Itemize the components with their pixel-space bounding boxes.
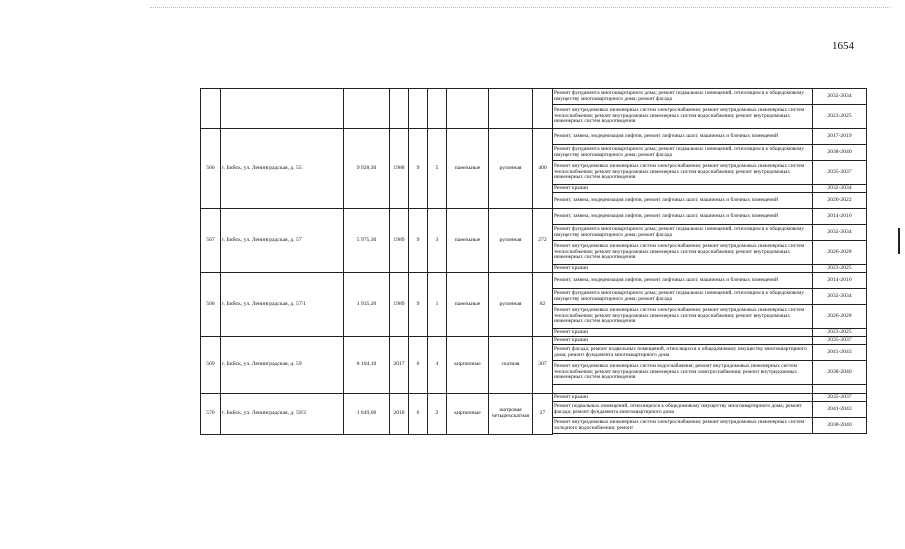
work-years: 2026-2028: [813, 241, 867, 265]
repair-schedule-table: [200, 88, 867, 435]
building-area: 1 935,20: [344, 273, 390, 337]
building-floors: 6: [409, 337, 428, 394]
work-description: Ремонт, замена, модернизация лифтов, ремонт лифтовых шахт, машинных и блочных помещений: [553, 273, 813, 289]
building-year: 1989: [390, 273, 409, 337]
table-row: [201, 337, 867, 345]
work-description: Ремонт крыши: [553, 337, 813, 345]
work-description: Ремонт внутридомовых инженерных систем водоснабжения; ремонт внутридомовых инженерных систем теплоснабжения; ремонт внутридомовых инженерных систем электроснабжения; ремонт внутридомовых инженерных систем водоотведения: [553, 361, 813, 385]
work-description: Ремонт фундамента многоквартирного дома; ремонт подвальных помещений, относящихся к общедомовому имуществу многоквартирного дома; ремонт фасада: [553, 225, 813, 241]
building-area: 8 104,10: [344, 337, 390, 394]
work-description: Ремонт фундамента многоквартирного дома; ремонт подвальных помещений, относящихся к общедомовому имуществу многоквартирного дома; ремонт фасада: [553, 145, 813, 161]
building-year: 1988: [390, 129, 409, 209]
work-description: Ремонт, замена, модернизация лифтов, ремонт лифтовых шахт, машинных и блочных помещений: [553, 209, 813, 225]
table-row: [201, 209, 867, 225]
building-residents: 82: [533, 273, 553, 337]
work-description: Ремонт крыши: [553, 394, 813, 402]
building-floors: 9: [409, 209, 428, 273]
building-number: 570: [201, 394, 221, 435]
work-description: Ремонт фасада; ремонт подвальных помещений, относящихся к общедомовому имуществу многоквартирного дома; ремонт фундамента многоквартирного дома: [553, 345, 813, 361]
work-description: Ремонт фундамента многоквартирного дома; ремонт подвальных помещений, относящихся к общедомовому имуществу многоквартирного дома; ремонт фасада: [553, 89, 813, 105]
table-row: [201, 129, 867, 145]
work-years: 2038-2040: [813, 418, 867, 434]
work-description: Ремонт подвальных помещений, относящихся к общедомовому имуществу многоквартирного дома; ремонт фасада; ремонт фундамента многоквартирного дома: [553, 402, 813, 418]
building-residents: 27: [533, 394, 553, 435]
work-description: [553, 385, 813, 394]
work-description: Ремонт внутридомовых инженерных систем электроснабжения; ремонт внутридомовых инженерных систем теплоснабжения; ремонт внутридомовых инженерных систем водоснабжения; ремонт внутридомовых инженерных систем водоотведения: [553, 241, 813, 265]
work-years: 2017-2019: [813, 129, 867, 145]
building-entrances: 2: [428, 394, 447, 435]
work-years: 2020-2022: [813, 193, 867, 209]
page-number: 1654: [832, 40, 854, 52]
building-walls: панельные: [447, 129, 489, 209]
building-walls: кирпичные: [447, 337, 489, 394]
building-residents: 307: [533, 337, 553, 394]
building-roof: рулонная: [489, 129, 533, 209]
cell-empty: [533, 89, 553, 129]
cell-empty: [390, 89, 409, 129]
building-address: г. Бийск, ул. Ленинградская, д. 59/2: [221, 394, 344, 435]
cell-empty: [221, 89, 344, 129]
building-number: 568: [201, 273, 221, 337]
building-roof: рулонная: [489, 209, 533, 273]
work-years: 2032-2034: [813, 185, 867, 193]
work-years: 2032-2034: [813, 89, 867, 105]
work-years: 2035-2037: [813, 337, 867, 345]
building-entrances: 4: [428, 337, 447, 394]
work-years: 2023-2025: [813, 329, 867, 337]
building-number: 567: [201, 209, 221, 273]
work-description: Ремонт внутридомовых инженерных систем электроснабжения; ремонт внутридомовых инженерных систем теплоснабжения; ремонт внутридомовых инженерных систем водоснабжения; ремонт внутридомовых инженерных систем водоотведения: [553, 305, 813, 329]
building-entrances: 1: [428, 273, 447, 337]
table-row: [201, 273, 867, 289]
work-description: Ремонт фундамента многоквартирного дома; ремонт подвальных помещений, относящихся к общедомовому имуществу многоквартирного дома; ремонт фасада: [553, 289, 813, 305]
cell-empty: [447, 89, 489, 129]
table-row: [201, 394, 867, 402]
building-year: 2018: [390, 394, 409, 435]
work-years: 2038-2040: [813, 145, 867, 161]
building-area: 1 849,60: [344, 394, 390, 435]
cell-empty: [553, 434, 813, 435]
cell-empty: [813, 434, 867, 435]
building-area: 9 928,30: [344, 129, 390, 209]
cell-empty: [344, 89, 390, 129]
cell-empty: [409, 89, 428, 129]
work-description: Ремонт внутридомовых инженерных систем электроснабжения; ремонт внутридомовых инженерных систем теплоснабжения; ремонт внутридомовых инженерных систем водоснабжения; ремонт внутридомовых инженерных систем водоотведения: [553, 161, 813, 185]
work-description: Ремонт внутридомовых инженерных систем электроснабжения; ремонт внутридомовых инженерных систем холодного водоснабжения; ремонт: [553, 418, 813, 434]
scan-edge-line: [150, 7, 890, 8]
building-entrances: 3: [428, 209, 447, 273]
work-years: 2014-2016: [813, 209, 867, 225]
cell-empty: [428, 89, 447, 129]
building-address: г. Бийск, ул. Ленинградская, д. 55: [221, 129, 344, 209]
building-entrances: 5: [428, 129, 447, 209]
building-number: 566: [201, 129, 221, 209]
cell-empty: [489, 89, 533, 129]
work-years: 2035-2037: [813, 161, 867, 185]
work-years: 2014-2016: [813, 273, 867, 289]
building-walls: панельные: [447, 273, 489, 337]
work-years: 2038-2040: [813, 361, 867, 385]
building-number: 569: [201, 337, 221, 394]
work-years: 2041-2043: [813, 402, 867, 418]
building-year: 2017: [390, 337, 409, 394]
building-area: 5 975,30: [344, 209, 390, 273]
building-year: 1989: [390, 209, 409, 273]
scan-margin-mark: [898, 228, 900, 254]
work-years: 2026-2028: [813, 305, 867, 329]
work-description: Ремонт крыши: [553, 265, 813, 273]
work-years: 2041-2043: [813, 345, 867, 361]
building-residents: 400: [533, 129, 553, 209]
building-floors: 9: [409, 273, 428, 337]
building-floors: 9: [409, 129, 428, 209]
cell-empty: [201, 89, 221, 129]
work-years: 2023-2025: [813, 105, 867, 129]
work-years: [813, 385, 867, 394]
building-walls: панельные: [447, 209, 489, 273]
building-roof: шатровая четырехскатная: [489, 394, 533, 435]
work-years: 2023-2025: [813, 265, 867, 273]
building-address: г. Бийск, ул. Ленинградская, д. 57/1: [221, 273, 344, 337]
building-address: г. Бийск, ул. Ленинградская, д. 57: [221, 209, 344, 273]
work-description: Ремонт, замена, модернизация лифтов, ремонт лифтовых шахт, машинных и блочных помещений: [553, 129, 813, 145]
building-address: г. Бийск, ул. Ленинградская, д. 59: [221, 337, 344, 394]
building-floors: 6: [409, 394, 428, 435]
building-roof: рулонная: [489, 273, 533, 337]
work-years: 2032-2034: [813, 289, 867, 305]
work-description: Ремонт крыши: [553, 185, 813, 193]
work-description: Ремонт, замена, модернизация лифтов, ремонт лифтовых шахт, машинных и блочных помещений: [553, 193, 813, 209]
work-description: Ремонт крыши: [553, 329, 813, 337]
work-description: Ремонт внутридомовых инженерных систем электроснабжения; ремонт внутридомовых инженерных систем теплоснабжения; ремонт внутридомовых инженерных систем водоснабжения; ремонт внутридомовых инженерных систем водоотведения: [553, 105, 813, 129]
work-years: 2035-2037: [813, 394, 867, 402]
building-residents: 272: [533, 209, 553, 273]
table-row: [201, 89, 867, 105]
building-roof: скатная: [489, 337, 533, 394]
work-years: 2032-2034: [813, 225, 867, 241]
building-walls: кирпичные: [447, 394, 489, 435]
